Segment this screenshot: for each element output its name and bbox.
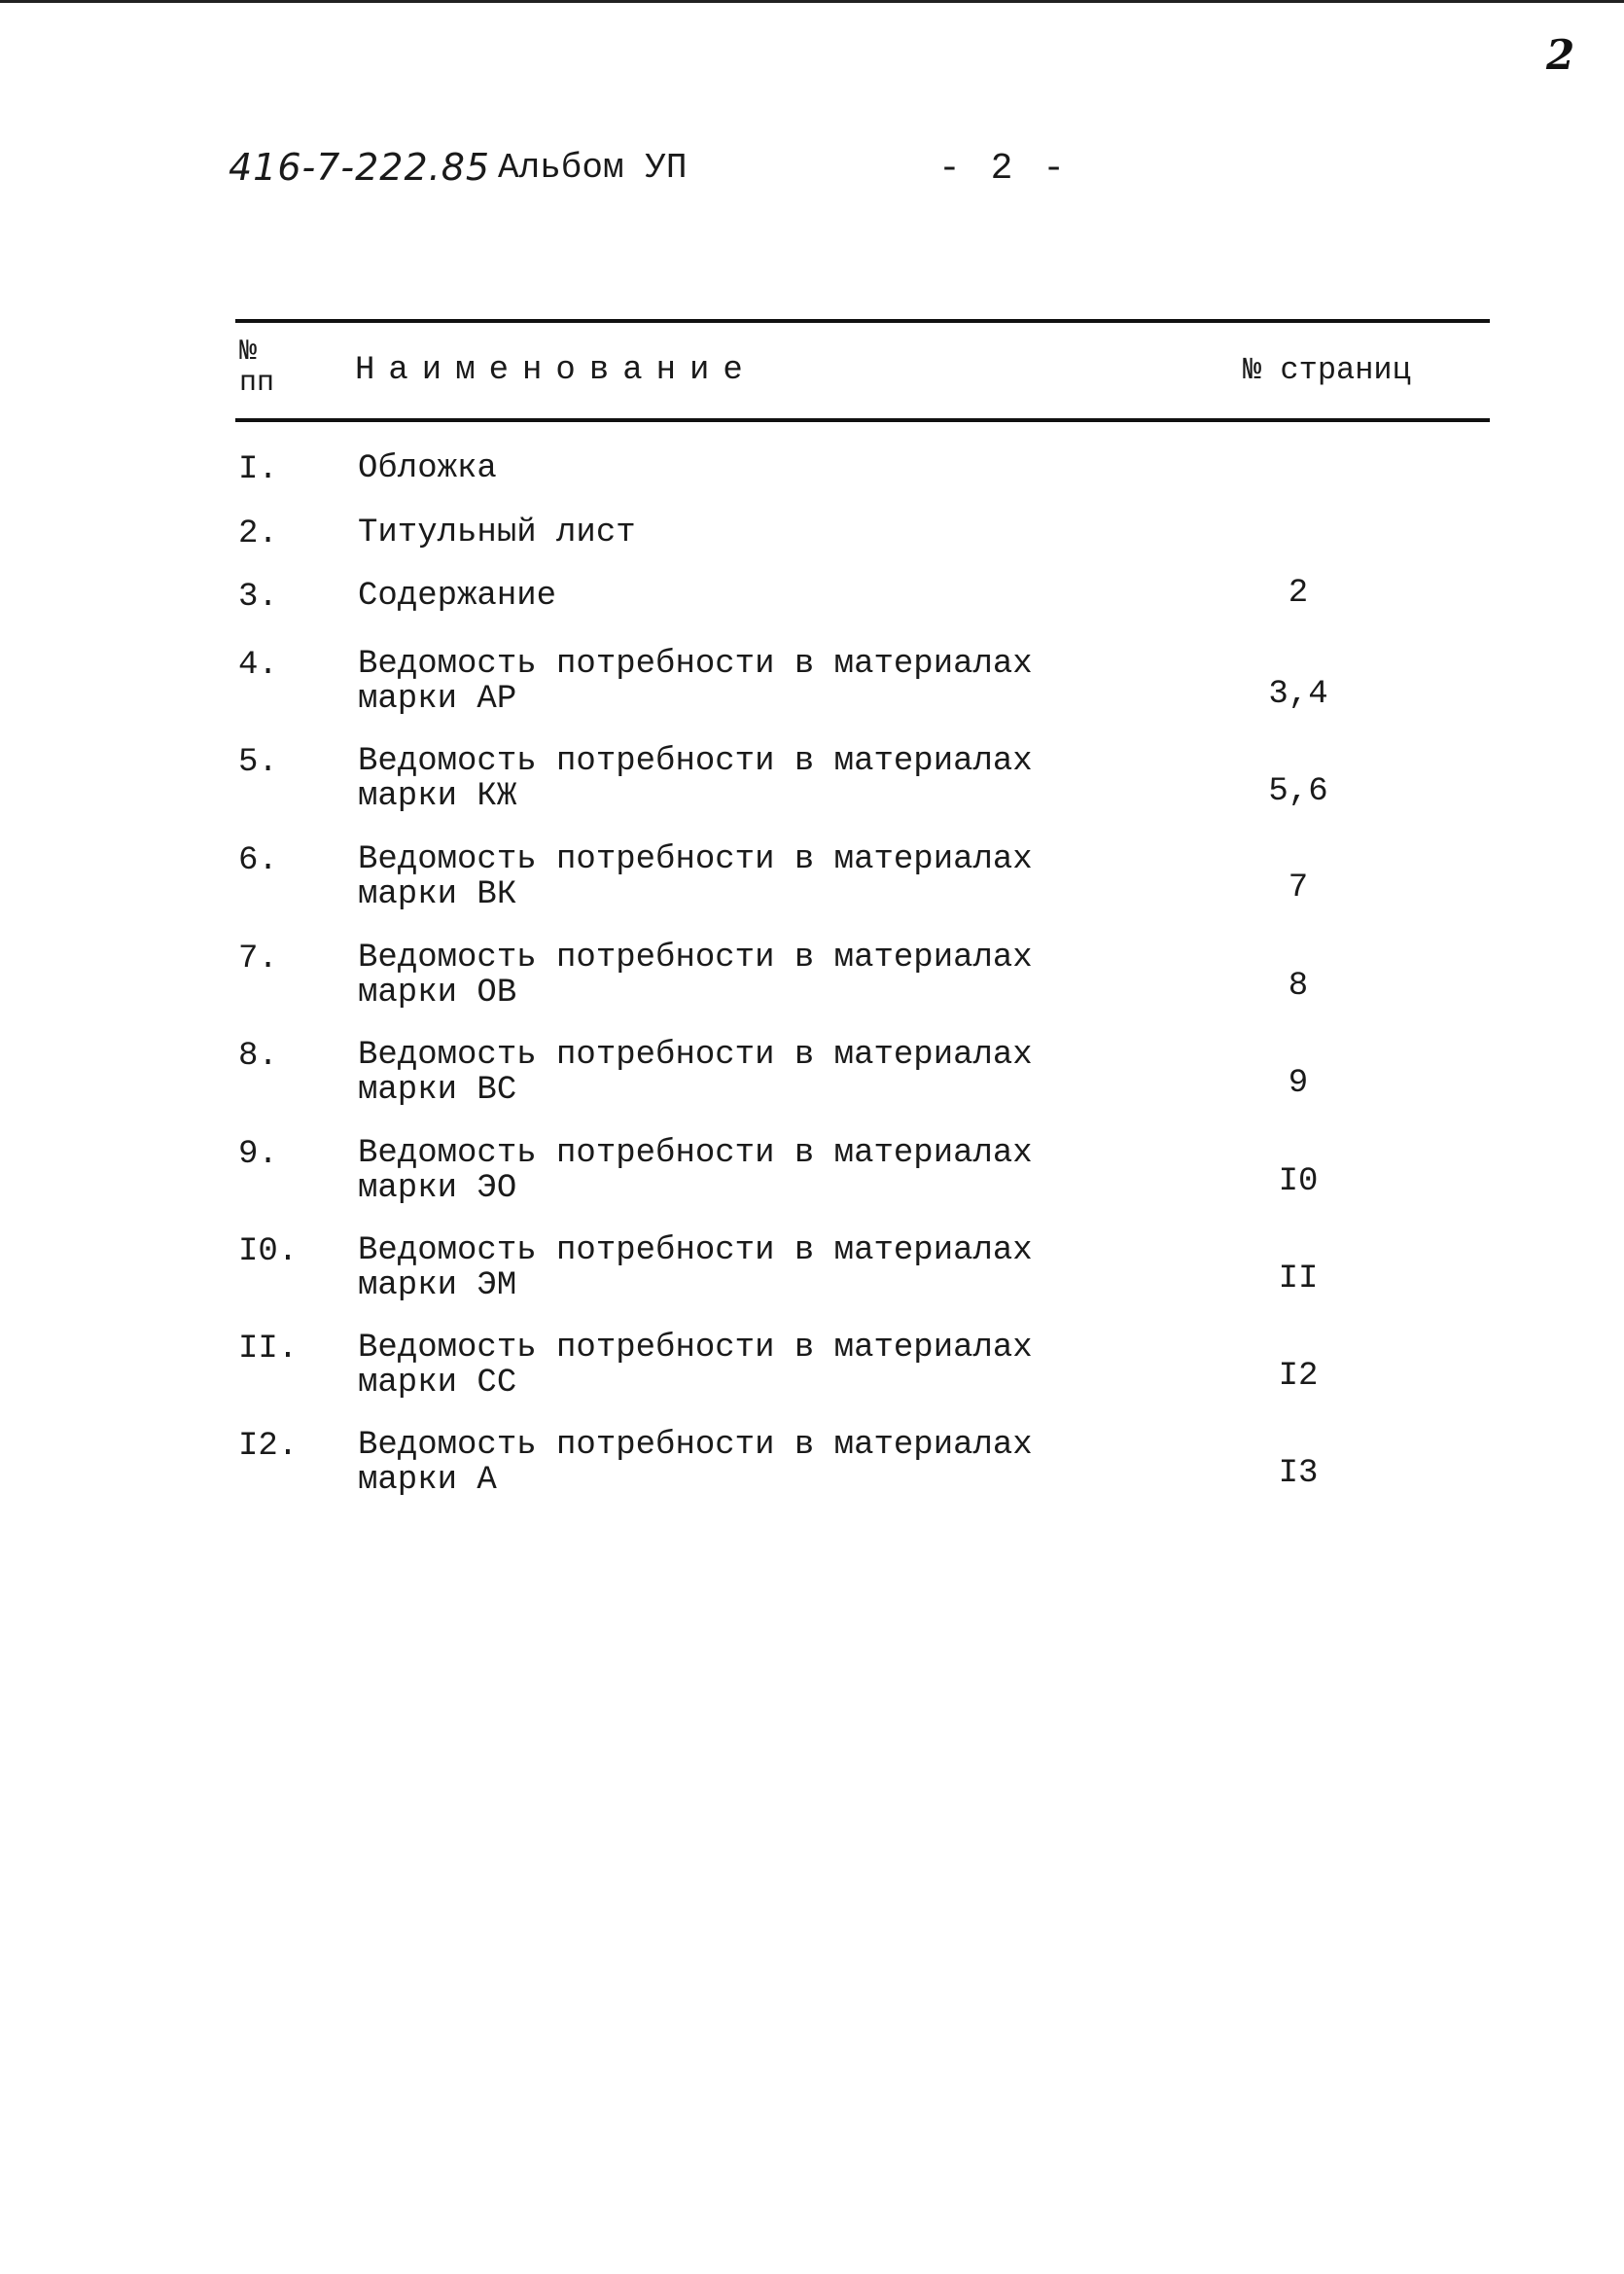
row-number: 9.: [238, 1136, 278, 1173]
row-pages: 5,6: [1268, 773, 1328, 810]
row-title: Титульный лист: [358, 515, 636, 551]
row-pages: I0: [1278, 1163, 1319, 1200]
row-title: Ведомость потребности в материалах марки ВС: [358, 1037, 1033, 1109]
row-title: Ведомость потребности в материалах марки КЖ: [358, 743, 1033, 815]
row-pages: 3,4: [1268, 676, 1328, 713]
row-number: 7.: [238, 941, 278, 977]
row-title: Обложка: [358, 450, 497, 487]
row-number: 2.: [238, 515, 278, 552]
row-pages: I2: [1278, 1358, 1319, 1395]
row-title: Ведомость потребности в материалах марки АР: [358, 646, 1033, 718]
row-title: Ведомость потребности в материалах марки ОВ: [358, 940, 1033, 1012]
document-code: 416-7-222.85: [229, 146, 491, 189]
row-number: 8.: [238, 1038, 278, 1075]
table-header-rule: [235, 418, 1490, 422]
row-number: I.: [238, 451, 278, 488]
row-number: 3.: [238, 579, 278, 616]
row-pages: 8: [1288, 968, 1309, 1005]
row-number: I2.: [238, 1428, 299, 1465]
row-number: 5.: [238, 744, 278, 781]
row-title: Содержание: [358, 578, 557, 615]
row-title: Ведомость потребности в материалах марки ЭО: [358, 1135, 1033, 1207]
sheet-number: 2: [1546, 31, 1575, 79]
row-pages: II: [1278, 1261, 1319, 1297]
table-top-rule: [235, 319, 1490, 323]
row-number: I0.: [238, 1233, 299, 1270]
row-pages: 7: [1288, 870, 1309, 906]
row-pages: I3: [1278, 1455, 1319, 1492]
row-number: II.: [238, 1331, 299, 1368]
column-header-pages: № страниц: [1243, 352, 1411, 388]
page-number: - 2 -: [938, 148, 1070, 190]
column-header-name: Наименование: [355, 352, 757, 389]
row-pages: 9: [1288, 1065, 1309, 1102]
row-number: 6.: [238, 842, 278, 879]
row-title: Ведомость потребности в материалах марки ВК: [358, 841, 1033, 913]
page-top-edge: [0, 0, 1624, 6]
column-header-number: № пп: [239, 336, 275, 400]
row-number: 4.: [238, 647, 278, 684]
album-label: Альбом УП: [498, 148, 688, 188]
row-title: Ведомость потребности в материалах марки ЭМ: [358, 1232, 1033, 1304]
row-pages: 2: [1288, 575, 1309, 612]
row-title: Ведомость потребности в материалах марки А: [358, 1427, 1033, 1499]
row-title: Ведомость потребности в материалах марки СС: [358, 1330, 1033, 1402]
